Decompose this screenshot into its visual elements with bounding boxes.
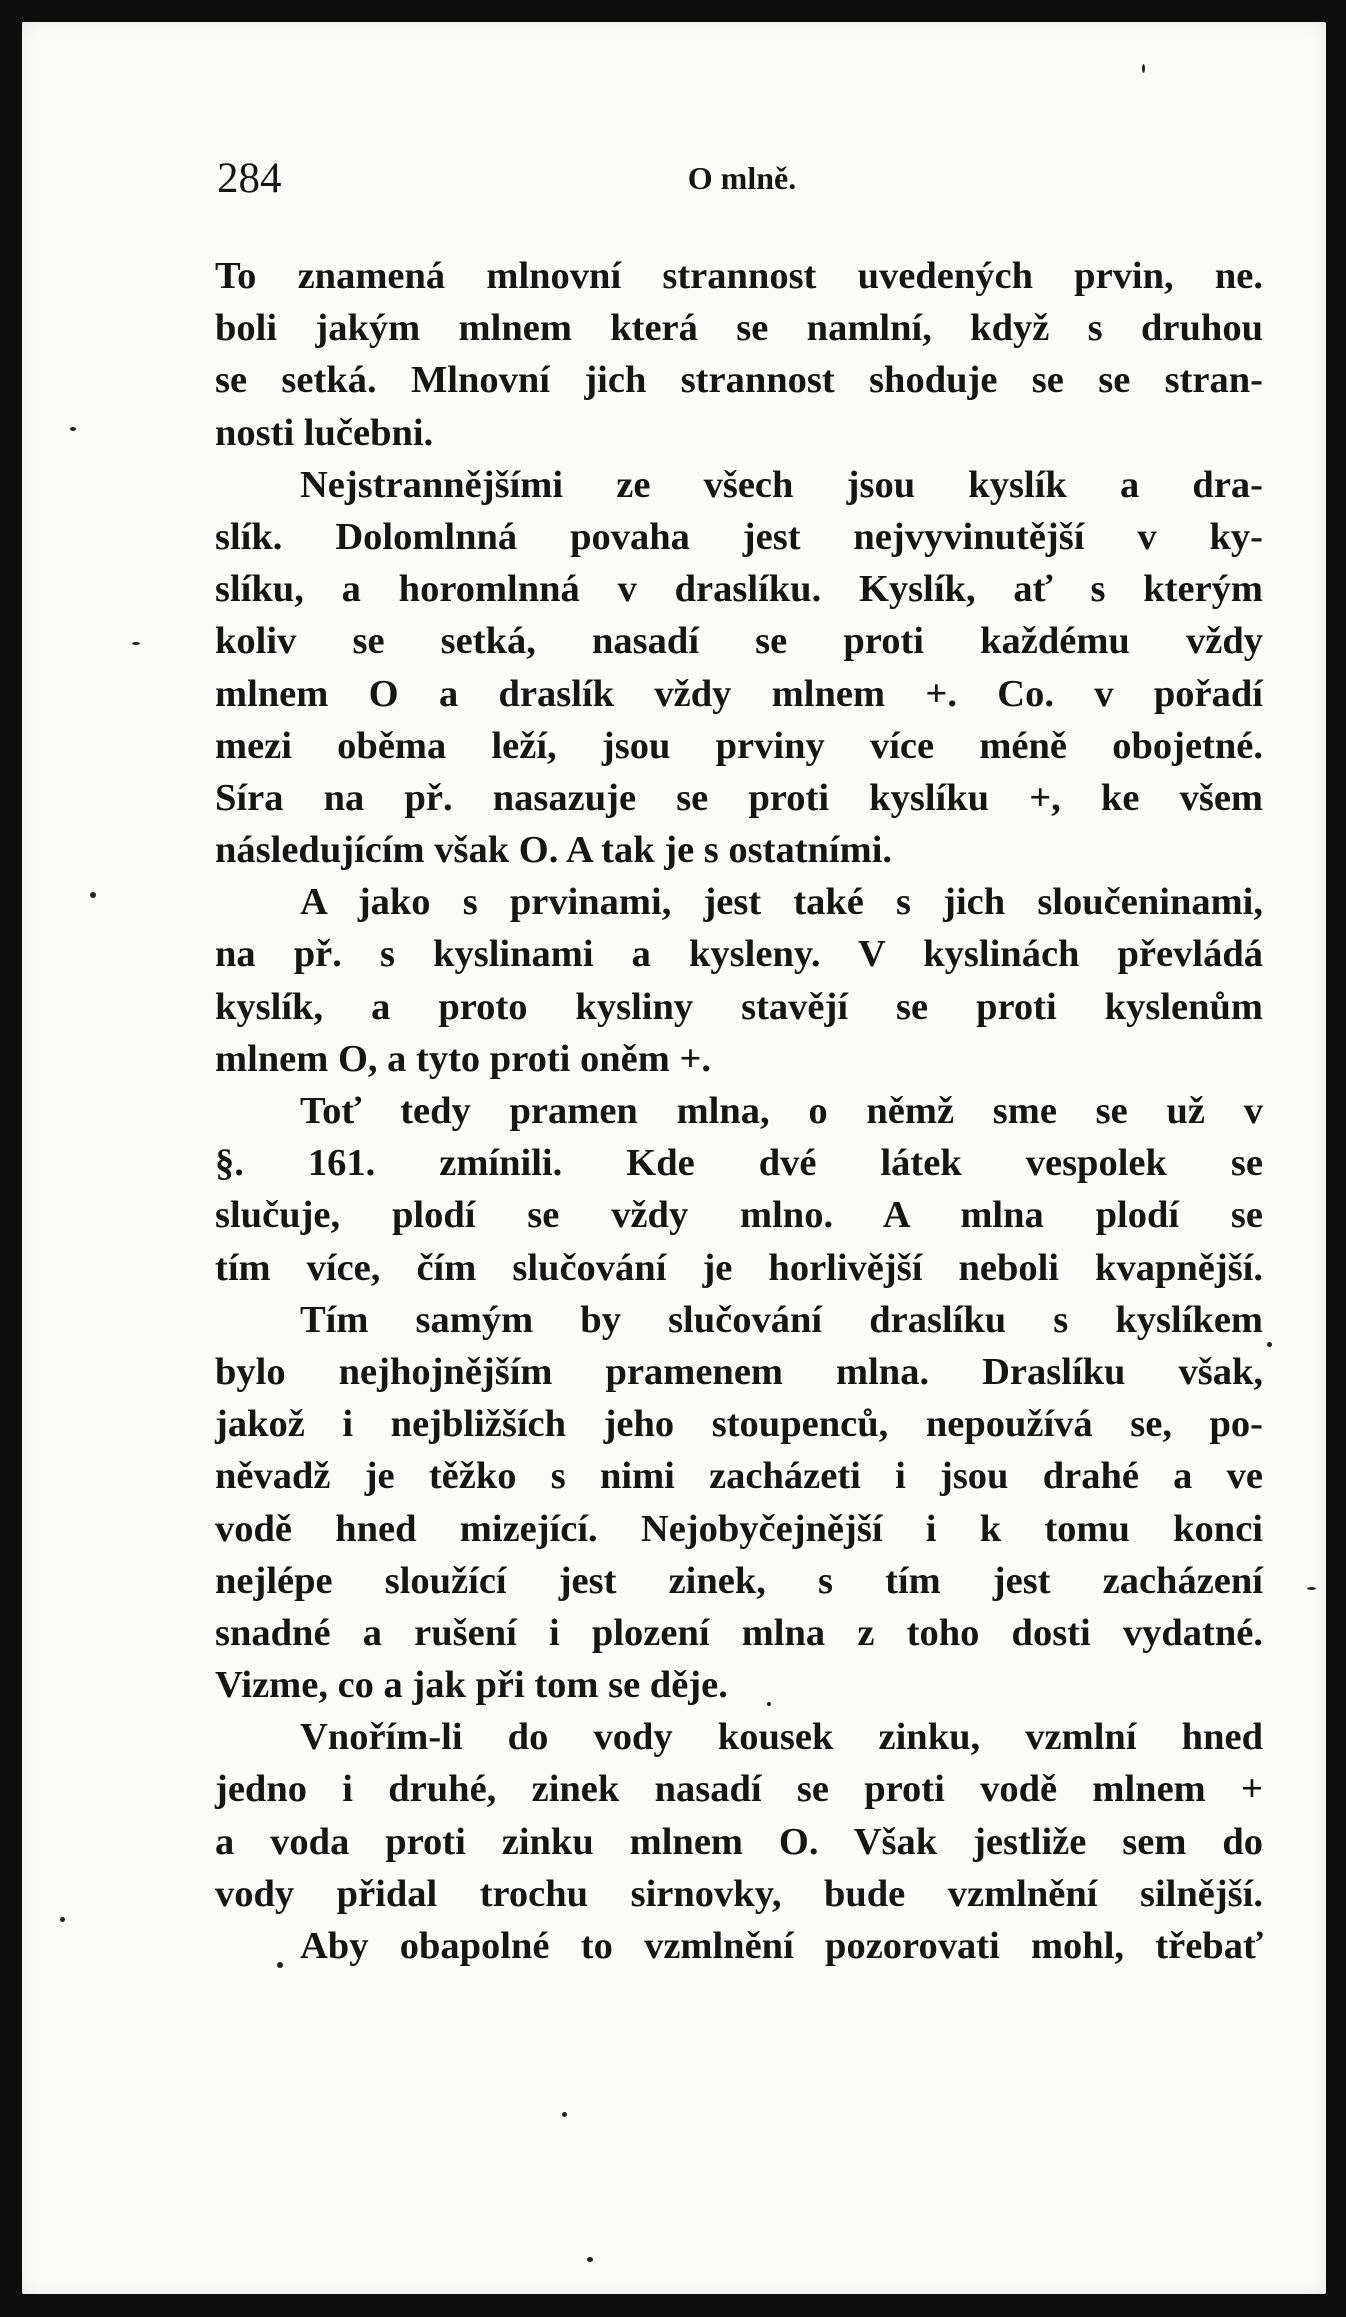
text-line: jedno i druhé, zinek nasadí se proti vodě mlnem + [215,1768,1263,1811]
text-line: na př. s kyslinami a kysleny. V kyslinách převládá [215,933,1263,976]
scan-speck [277,1962,283,1968]
scan-speck [587,2257,593,2262]
text-line: následujícím však O. A tak je s ostatními. [215,829,893,872]
text-line: slučuje, plodí se vždy mlno. A mlna plodí se [215,1194,1263,1237]
scan-speck [60,1917,65,1922]
text-line: Vnořím-li do vody kousek zinku, vzmlní hned [300,1716,1263,1759]
page-header [217,152,1267,212]
text-line: něvadž je těžko s nimi zacházeti i jsou drahé a ve [215,1455,1263,1498]
text-line: nejlépe sloužící jest zinek, s tím jest zacházení [215,1559,1263,1602]
scan-speck [132,642,140,645]
text-line: A jako s prvinami, jest také s jich sloučeninami, [300,881,1263,924]
page-number: 284 [217,155,282,202]
text-line: Nejstrannějšími ze všech jsou kyslík a dra- [300,463,1263,506]
running-title: O mlně. [687,160,797,196]
scan-speck [1267,1342,1272,1347]
scan-speck [1307,1587,1316,1590]
text-line: slík. Dolomlnná povaha jest nejvyvinutější v ky- [215,515,1263,558]
text-line: Tím samým by slučování draslíku s kyslíkem [300,1298,1263,1341]
text-line: jakož i nejbližších jeho stoupenců, nepoužívá se, po- [215,1403,1263,1446]
text-line: a voda proti zinku mlnem O. Však jestliže sem do [215,1820,1263,1863]
text-line: snadné a rušení i plození mlna z toho dosti vydatné. [215,1611,1263,1654]
text-line: Vizme, co a jak při tom se děje. [215,1664,728,1707]
text-line: mlnem O a draslík vždy mlnem +. Co. v pořadí [215,672,1263,715]
text-line: vodě hned mizející. Nejobyčejnější i k tomu konci [215,1507,1263,1550]
text-line: Síra na př. nasazuje se proti kyslíku +, ke všem [215,776,1263,819]
book-page [22,22,1326,2294]
text-line: se setká. Mlnovní jich strannost shoduje se se stran- [215,359,1263,402]
text-line: slíku, a horomlnná v draslíku. Kyslík, ať s kterým [215,568,1263,611]
scan-speck [562,2112,567,2117]
scan-speck [767,1702,771,1706]
text-line: boli jakým mlnem která se namlní, když s druhou [215,307,1263,350]
text-line: koliv se setká, nasadí se proti každému vždy [215,620,1263,663]
body-text [215,250,1263,1972]
text-line: mlnem O, a tyto proti oněm +. [215,1037,712,1080]
text-line: tím více, čím slučování je horlivější neboli kvapnější. [215,1246,1263,1289]
text-line: kyslík, a proto kysliny stavějí se proti kyslenům [215,985,1263,1028]
scan-speck [1142,64,1145,73]
text-line: mezi oběma leží, jsou prviny více méně obojetné. [215,724,1263,767]
text-line: nosti lučebni. [215,411,434,454]
text-line: §. 161. zmínili. Kde dvé látek vespolek se [215,1142,1263,1185]
text-line: Toť tedy pramen mlna, o němž sme se už v [300,1090,1263,1132]
text-line: vody přidal trochu sirnovky, bude vzmlnění silnější. [215,1872,1263,1915]
scan-speck [70,427,76,431]
text-line: bylo nejhojnějším pramenem mlna. Draslíku však, [215,1350,1263,1393]
scan-speck [90,892,96,898]
text-line: To znamená mlnovní strannost uvedených prvin, ne. [215,255,1263,297]
text-line: Aby obapolné to vzmlnění pozorovati mohl, třebať [300,1925,1263,1967]
